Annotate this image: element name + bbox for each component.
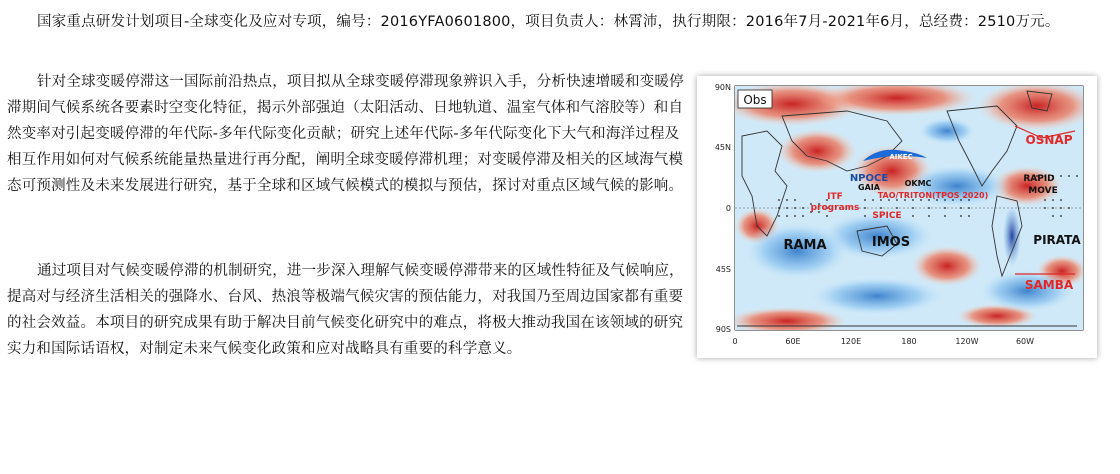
x-tick-label: 60E bbox=[785, 337, 801, 346]
program-label-aikec: AIKEC bbox=[889, 153, 913, 161]
program-label-spice: SPICE bbox=[872, 211, 902, 221]
program-label-imos: IMOS bbox=[871, 235, 911, 250]
x-tick-label: 60W bbox=[1015, 337, 1035, 346]
panel-label: Obs bbox=[743, 93, 767, 107]
y-tick-label: 90S bbox=[715, 325, 731, 334]
x-tick-label: 120E bbox=[840, 337, 862, 346]
program-label-itf-programs: programs bbox=[810, 203, 860, 213]
y-tick-label: 0 bbox=[725, 204, 731, 213]
program-label-rama: RAMA bbox=[783, 238, 827, 253]
significance-paragraph: 通过项目对气候变暖停滞的机制研究，进一步深入理解气候变暖停滞带来的区域性特征及气候响应，提高对与经济生活相关的强降水、台风、热浪等极端气候灾害的预估能力，对我国乃至周边国家都有重要的社会效益。本项目的研究成果有助于解决目前气候变化研究中的难点，将极大推动我国在该领域的研究实力和国际话语权，对制定未来气候变化政策和应对战略具有重要的科学意义。 bbox=[7, 263, 684, 357]
y-tick-label: 45N bbox=[714, 143, 731, 152]
temperature-anomaly-field bbox=[722, 80, 1097, 335]
x-tick-label: 120W bbox=[955, 337, 979, 346]
program-label-npoce: NPOCE bbox=[849, 173, 889, 184]
x-tick-label: 0 bbox=[732, 337, 738, 346]
ocean-observation-map-figure bbox=[697, 76, 1097, 358]
program-label-tao-triton: TAO/TRITON(TPOS 2020) bbox=[877, 191, 989, 200]
program-label-gaia: GAIA bbox=[858, 183, 880, 192]
program-label-itf: ITF bbox=[827, 192, 843, 202]
program-label-osnap: OSNAP bbox=[1025, 133, 1073, 147]
program-label-okmc: OKMC bbox=[904, 179, 932, 188]
program-label-move: MOVE bbox=[1028, 186, 1058, 196]
y-tick-label: 90N bbox=[714, 83, 731, 92]
research-content-paragraph: 针对全球变暖停滞这一国际前沿热点，项目拟从全球变暖停滞现象辨识入手，分析快速增暖和变暖停滞期间气候系统各要素时空变化特征，揭示外部强迫（太阳活动、日地轨道、温室气体和气溶胶等）和自然变率对引起变暖停滞的年代际-多年代际变化贡献；研究上述年代际-多年代际变化下大气和海洋过程及相互作用如何对气候系统能量热量进行再分配，阐明全球变暖停滞机理；对变暖停滞及相关的区域海气模态可预测性及未来发展进行研究，基于全球和区域气候模式的模拟与预估，探讨对重点区域气候的影响。 bbox=[7, 74, 684, 194]
y-tick-label: 45S bbox=[715, 265, 731, 274]
program-label-rapid: RAPID bbox=[1023, 174, 1055, 184]
x-tick-label: 180 bbox=[901, 337, 917, 346]
ocean-observation-map bbox=[697, 76, 1097, 358]
program-label-pirata: PIRATA bbox=[1033, 233, 1081, 247]
project-info-paragraph: 国家重点研发计划项目-全球变化及应对专项，编号：2016YFA0601800，项目负责人：林霄沛，执行期限：2016年7月-2021年6月，总经费：2510万元。 bbox=[37, 14, 1060, 30]
program-label-samba: SAMBA bbox=[1024, 278, 1074, 292]
